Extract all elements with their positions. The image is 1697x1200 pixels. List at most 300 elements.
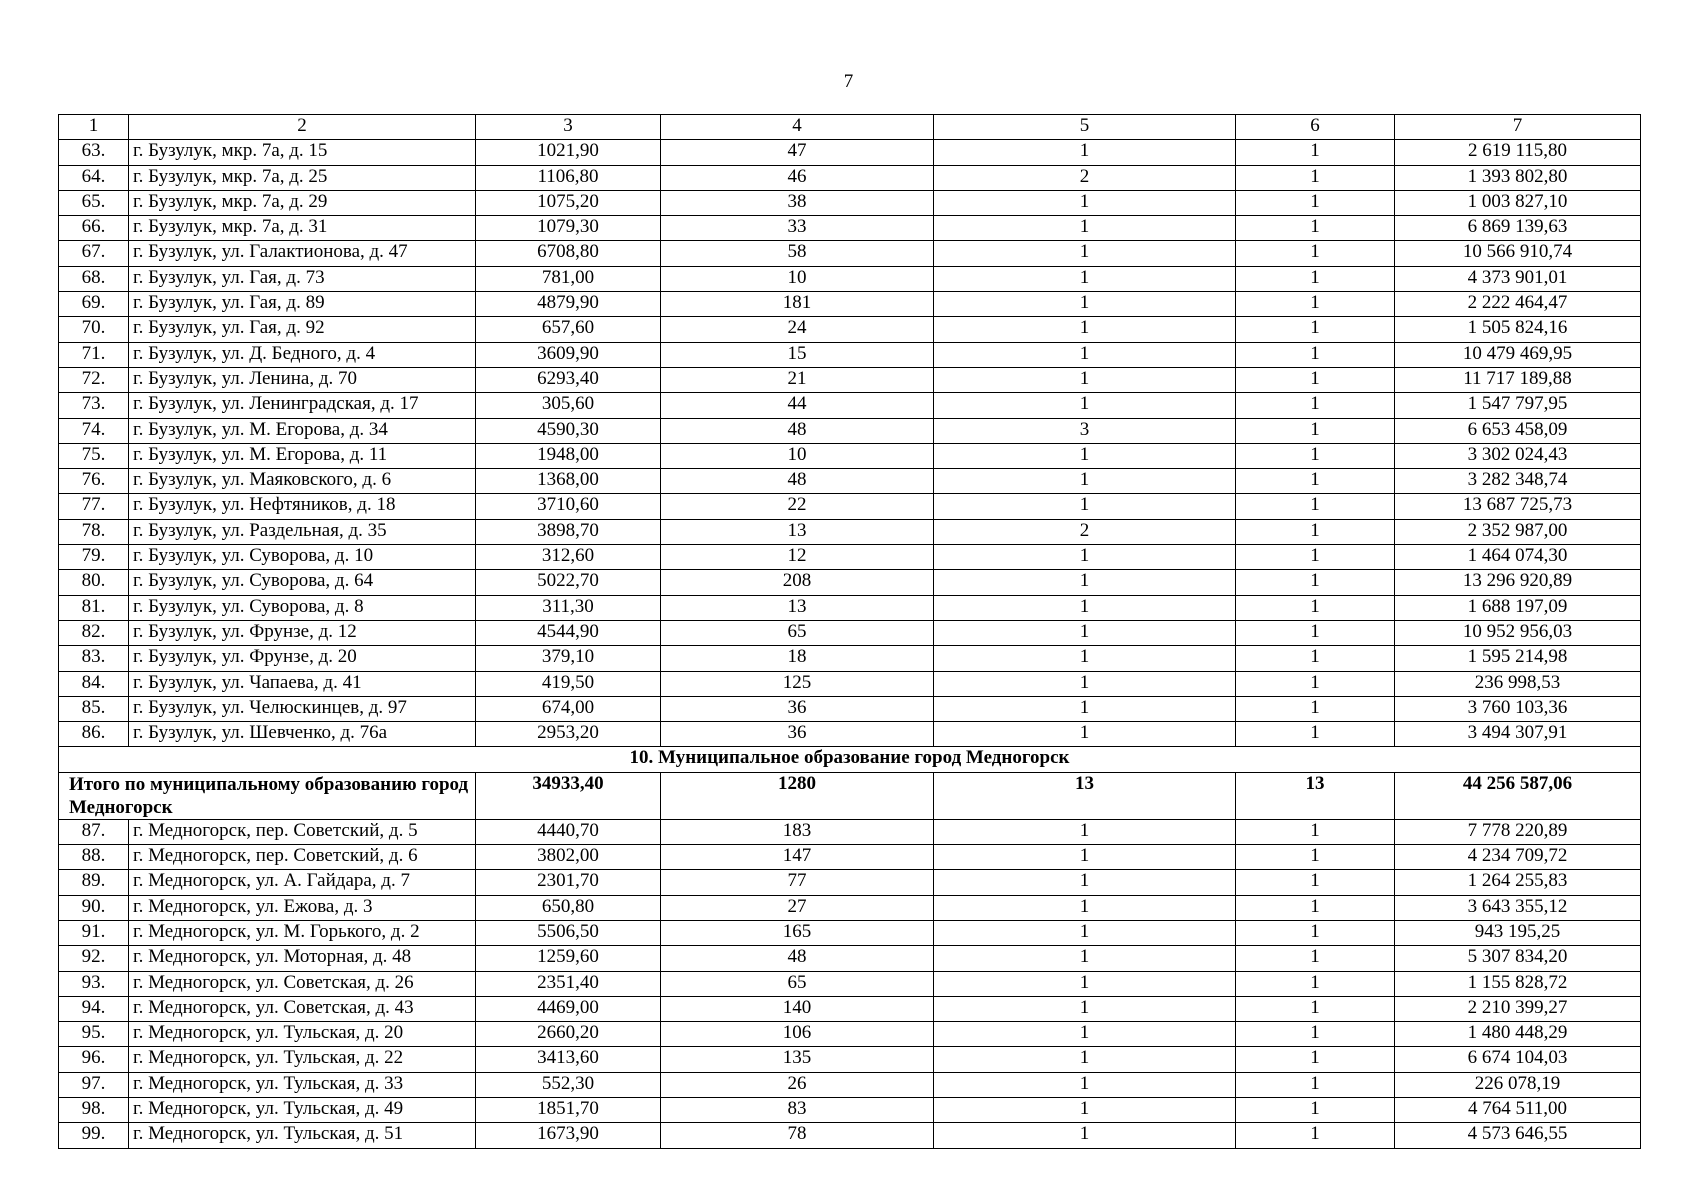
address: г. Медногорск, ул. Ежова, д. 3 xyxy=(129,895,476,920)
row-number: 88. xyxy=(59,845,129,870)
total-row xyxy=(59,772,1641,819)
row-number: 75. xyxy=(59,443,129,468)
sum-value: 4 373 901,01 xyxy=(1395,266,1641,291)
sum-value: 2 352 987,00 xyxy=(1395,519,1641,544)
row-number: 69. xyxy=(59,292,129,317)
col4-value: 38 xyxy=(661,190,934,215)
col4-value: 36 xyxy=(661,696,934,721)
col6-value: 1 xyxy=(1236,418,1395,443)
table-row xyxy=(59,292,1641,317)
sum-value: 1 480 448,29 xyxy=(1395,1022,1641,1047)
col4-value: 13 xyxy=(661,595,934,620)
sum-value: 2 619 115,80 xyxy=(1395,140,1641,165)
col5-value: 1 xyxy=(934,1097,1236,1122)
address: г. Бузулук, ул. М. Егорова, д. 11 xyxy=(129,443,476,468)
area-value: 4590,30 xyxy=(476,418,661,443)
address: г. Бузулук, ул. Раздельная, д. 35 xyxy=(129,519,476,544)
col6-value: 1 xyxy=(1236,696,1395,721)
row-number: 79. xyxy=(59,545,129,570)
table-row xyxy=(59,570,1641,595)
sum-value: 4 234 709,72 xyxy=(1395,845,1641,870)
col6-value: 1 xyxy=(1236,140,1395,165)
table-row xyxy=(59,1097,1641,1122)
col6-value: 1 xyxy=(1236,292,1395,317)
col5-value: 1 xyxy=(934,190,1236,215)
area-value: 5506,50 xyxy=(476,920,661,945)
address: г. Бузулук, ул. Ленина, д. 70 xyxy=(129,367,476,392)
sum-value: 1 688 197,09 xyxy=(1395,595,1641,620)
table-row xyxy=(59,845,1641,870)
address: г. Бузулук, мкр. 7а, д. 25 xyxy=(129,165,476,190)
row-number: 85. xyxy=(59,696,129,721)
row-number: 66. xyxy=(59,216,129,241)
col4-value: 12 xyxy=(661,545,934,570)
col5-value: 1 xyxy=(934,920,1236,945)
table-row xyxy=(59,895,1641,920)
area-value: 1079,30 xyxy=(476,216,661,241)
col5-value: 1 xyxy=(934,870,1236,895)
address: г. Медногорск, пер. Советский, д. 5 xyxy=(129,819,476,844)
col6-value: 1 xyxy=(1236,494,1395,519)
col5-value: 1 xyxy=(934,570,1236,595)
table-row xyxy=(59,996,1641,1021)
col6-value: 1 xyxy=(1236,443,1395,468)
col6-value: 1 xyxy=(1236,367,1395,392)
table-row xyxy=(59,620,1641,645)
sum-value: 13 296 920,89 xyxy=(1395,570,1641,595)
table-row xyxy=(59,443,1641,468)
col5-value: 1 xyxy=(934,819,1236,844)
col4-value: 48 xyxy=(661,418,934,443)
row-number: 72. xyxy=(59,367,129,392)
address: г. Медногорск, ул. Тульская, д. 20 xyxy=(129,1022,476,1047)
sum-value: 2 222 464,47 xyxy=(1395,292,1641,317)
sum-value: 3 302 024,43 xyxy=(1395,443,1641,468)
table-row xyxy=(59,241,1641,266)
area-value: 3802,00 xyxy=(476,845,661,870)
col4-value: 125 xyxy=(661,671,934,696)
col6-value: 1 xyxy=(1236,393,1395,418)
col5-value: 1 xyxy=(934,317,1236,342)
col5-value: 1 xyxy=(934,393,1236,418)
table-row xyxy=(59,519,1641,544)
table-row xyxy=(59,216,1641,241)
row-number: 99. xyxy=(59,1123,129,1148)
sum-value: 10 479 469,95 xyxy=(1395,342,1641,367)
col5-value: 1 xyxy=(934,1022,1236,1047)
row-number: 63. xyxy=(59,140,129,165)
table-row xyxy=(59,1072,1641,1097)
total-area: 34933,40 xyxy=(476,772,661,819)
area-value: 552,30 xyxy=(476,1072,661,1097)
col6-value: 1 xyxy=(1236,266,1395,291)
row-number: 74. xyxy=(59,418,129,443)
col4-value: 83 xyxy=(661,1097,934,1122)
area-value: 2953,20 xyxy=(476,722,661,747)
area-value: 1106,80 xyxy=(476,165,661,190)
address: г. Медногорск, ул. Тульская, д. 22 xyxy=(129,1047,476,1072)
col5-value: 2 xyxy=(934,519,1236,544)
col5-value: 1 xyxy=(934,292,1236,317)
area-value: 657,60 xyxy=(476,317,661,342)
address: г. Бузулук, ул. Фрунзе, д. 20 xyxy=(129,646,476,671)
col5-value: 1 xyxy=(934,1123,1236,1148)
sum-value: 236 998,53 xyxy=(1395,671,1641,696)
row-number: 80. xyxy=(59,570,129,595)
col5-value: 1 xyxy=(934,1047,1236,1072)
area-value: 3898,70 xyxy=(476,519,661,544)
col4-value: 46 xyxy=(661,165,934,190)
column-number: 1 xyxy=(59,115,129,140)
area-value: 3710,60 xyxy=(476,494,661,519)
col6-value: 1 xyxy=(1236,620,1395,645)
col4-value: 165 xyxy=(661,920,934,945)
address: г. Медногорск, ул. Моторная, д. 48 xyxy=(129,946,476,971)
col4-value: 135 xyxy=(661,1047,934,1072)
sum-value: 11 717 189,88 xyxy=(1395,367,1641,392)
col4-value: 44 xyxy=(661,393,934,418)
row-number: 70. xyxy=(59,317,129,342)
address: г. Медногорск, ул. Тульская, д. 33 xyxy=(129,1072,476,1097)
col5-value: 1 xyxy=(934,216,1236,241)
address: г. Бузулук, ул. Маяковского, д. 6 xyxy=(129,469,476,494)
col6-value: 1 xyxy=(1236,996,1395,1021)
col6-value: 1 xyxy=(1236,646,1395,671)
sum-value: 1 505 824,16 xyxy=(1395,317,1641,342)
col6-value: 1 xyxy=(1236,1072,1395,1097)
address: г. Бузулук, ул. Гая, д. 92 xyxy=(129,317,476,342)
address: г. Медногорск, ул. Тульская, д. 51 xyxy=(129,1123,476,1148)
table-row xyxy=(59,418,1641,443)
col4-value: 15 xyxy=(661,342,934,367)
address: г. Бузулук, ул. Суворова, д. 8 xyxy=(129,595,476,620)
page-number: 7 xyxy=(843,71,854,92)
address: г. Бузулук, ул. Суворова, д. 10 xyxy=(129,545,476,570)
col4-value: 10 xyxy=(661,266,934,291)
col6-value: 1 xyxy=(1236,971,1395,996)
col5-value: 1 xyxy=(934,367,1236,392)
col4-value: 18 xyxy=(661,646,934,671)
table-row xyxy=(59,696,1641,721)
table-row xyxy=(59,646,1641,671)
area-value: 1368,00 xyxy=(476,469,661,494)
col4-value: 13 xyxy=(661,519,934,544)
col5-value: 1 xyxy=(934,946,1236,971)
address: г. Бузулук, ул. Суворова, д. 64 xyxy=(129,570,476,595)
area-value: 4879,90 xyxy=(476,292,661,317)
sum-value: 4 573 646,55 xyxy=(1395,1123,1641,1148)
row-number: 77. xyxy=(59,494,129,519)
total-sum: 44 256 587,06 xyxy=(1395,772,1641,819)
sum-value: 6 674 104,03 xyxy=(1395,1047,1641,1072)
col5-value: 1 xyxy=(934,545,1236,570)
address: г. Медногорск, ул. М. Горького, д. 2 xyxy=(129,920,476,945)
col6-value: 1 xyxy=(1236,870,1395,895)
col6-value: 1 xyxy=(1236,920,1395,945)
table-row xyxy=(59,870,1641,895)
table-row xyxy=(59,317,1641,342)
row-number: 87. xyxy=(59,819,129,844)
area-value: 1948,00 xyxy=(476,443,661,468)
table-row xyxy=(59,469,1641,494)
address: г. Медногорск, ул. А. Гайдара, д. 7 xyxy=(129,870,476,895)
col4-value: 24 xyxy=(661,317,934,342)
area-value: 2301,70 xyxy=(476,870,661,895)
area-value: 1075,20 xyxy=(476,190,661,215)
col4-value: 78 xyxy=(661,1123,934,1148)
address: г. Бузулук, ул. Нефтяников, д. 18 xyxy=(129,494,476,519)
row-number: 64. xyxy=(59,165,129,190)
col5-value: 1 xyxy=(934,140,1236,165)
col6-value: 1 xyxy=(1236,165,1395,190)
col6-value: 1 xyxy=(1236,342,1395,367)
table-row xyxy=(59,342,1641,367)
area-value: 4544,90 xyxy=(476,620,661,645)
sum-value: 3 760 103,36 xyxy=(1395,696,1641,721)
col6-value: 1 xyxy=(1236,216,1395,241)
sum-value: 2 210 399,27 xyxy=(1395,996,1641,1021)
col6-value: 1 xyxy=(1236,545,1395,570)
col5-value: 1 xyxy=(934,646,1236,671)
col4-value: 22 xyxy=(661,494,934,519)
sum-value: 6 869 139,63 xyxy=(1395,216,1641,241)
table-row xyxy=(59,671,1641,696)
total-label: Итого по муниципальному образованию город Медногорск xyxy=(59,772,476,819)
col6-value: 1 xyxy=(1236,469,1395,494)
sum-value: 4 764 511,00 xyxy=(1395,1097,1641,1122)
col5-value: 1 xyxy=(934,971,1236,996)
row-number: 71. xyxy=(59,342,129,367)
row-number: 82. xyxy=(59,620,129,645)
col6-value: 1 xyxy=(1236,519,1395,544)
col5-value: 1 xyxy=(934,671,1236,696)
col6-value: 1 xyxy=(1236,317,1395,342)
sum-value: 10 566 910,74 xyxy=(1395,241,1641,266)
col4-value: 33 xyxy=(661,216,934,241)
row-number: 76. xyxy=(59,469,129,494)
row-number: 73. xyxy=(59,393,129,418)
row-number: 65. xyxy=(59,190,129,215)
col4-value: 58 xyxy=(661,241,934,266)
area-value: 2351,40 xyxy=(476,971,661,996)
col5-value: 1 xyxy=(934,722,1236,747)
area-value: 3413,60 xyxy=(476,1047,661,1072)
col4-value: 47 xyxy=(661,140,934,165)
col4-value: 48 xyxy=(661,469,934,494)
table-row xyxy=(59,595,1641,620)
table-row xyxy=(59,140,1641,165)
sum-value: 3 643 355,12 xyxy=(1395,895,1641,920)
address: г. Бузулук, мкр. 7а, д. 29 xyxy=(129,190,476,215)
col4-value: 26 xyxy=(661,1072,934,1097)
area-value: 312,60 xyxy=(476,545,661,570)
table-row xyxy=(59,1022,1641,1047)
sum-value: 5 307 834,20 xyxy=(1395,946,1641,971)
sum-value: 3 494 307,91 xyxy=(1395,722,1641,747)
table-row xyxy=(59,1123,1641,1148)
table-row xyxy=(59,165,1641,190)
col4-value: 183 xyxy=(661,819,934,844)
row-number: 95. xyxy=(59,1022,129,1047)
table-row xyxy=(59,393,1641,418)
area-value: 3609,90 xyxy=(476,342,661,367)
row-number: 96. xyxy=(59,1047,129,1072)
area-value: 1673,90 xyxy=(476,1123,661,1148)
col4-value: 147 xyxy=(661,845,934,870)
sum-value: 1 464 074,30 xyxy=(1395,545,1641,570)
total-col5: 13 xyxy=(934,772,1236,819)
col5-value: 1 xyxy=(934,1072,1236,1097)
row-number: 86. xyxy=(59,722,129,747)
col5-value: 1 xyxy=(934,342,1236,367)
col6-value: 1 xyxy=(1236,595,1395,620)
column-number: 6 xyxy=(1236,115,1395,140)
col5-value: 1 xyxy=(934,241,1236,266)
table-row xyxy=(59,722,1641,747)
address: г. Бузулук, ул. М. Егорова, д. 34 xyxy=(129,418,476,443)
table-row xyxy=(59,494,1641,519)
address: г. Бузулук, ул. Шевченко, д. 76а xyxy=(129,722,476,747)
sum-value: 13 687 725,73 xyxy=(1395,494,1641,519)
col4-value: 27 xyxy=(661,895,934,920)
address: г. Бузулук, ул. Гая, д. 89 xyxy=(129,292,476,317)
area-value: 379,10 xyxy=(476,646,661,671)
area-value: 4440,70 xyxy=(476,819,661,844)
col4-value: 10 xyxy=(661,443,934,468)
area-value: 1021,90 xyxy=(476,140,661,165)
col6-value: 1 xyxy=(1236,722,1395,747)
col6-value: 1 xyxy=(1236,845,1395,870)
col4-value: 106 xyxy=(661,1022,934,1047)
address: г. Медногорск, ул. Советская, д. 43 xyxy=(129,996,476,1021)
col5-value: 1 xyxy=(934,443,1236,468)
table-row xyxy=(59,819,1641,844)
row-number: 89. xyxy=(59,870,129,895)
column-number: 5 xyxy=(934,115,1236,140)
area-value: 305,60 xyxy=(476,393,661,418)
area-value: 419,50 xyxy=(476,671,661,696)
address: г. Бузулук, ул. Чапаева, д. 41 xyxy=(129,671,476,696)
sum-value: 1 393 802,80 xyxy=(1395,165,1641,190)
table-row xyxy=(59,920,1641,945)
col4-value: 181 xyxy=(661,292,934,317)
col6-value: 1 xyxy=(1236,895,1395,920)
row-number: 94. xyxy=(59,996,129,1021)
table-row xyxy=(59,971,1641,996)
row-number: 98. xyxy=(59,1097,129,1122)
col5-value: 1 xyxy=(934,996,1236,1021)
col4-value: 48 xyxy=(661,946,934,971)
sum-value: 1 155 828,72 xyxy=(1395,971,1641,996)
address: г. Бузулук, мкр. 7а, д. 15 xyxy=(129,140,476,165)
col4-value: 21 xyxy=(661,367,934,392)
col5-value: 1 xyxy=(934,696,1236,721)
col5-value: 1 xyxy=(934,595,1236,620)
col4-value: 77 xyxy=(661,870,934,895)
sum-value: 1 547 797,95 xyxy=(1395,393,1641,418)
sum-value: 1 003 827,10 xyxy=(1395,190,1641,215)
table-row xyxy=(59,1047,1641,1072)
table-row xyxy=(59,545,1641,570)
address: г. Бузулук, ул. Челюскинцев, д. 97 xyxy=(129,696,476,721)
area-value: 2660,20 xyxy=(476,1022,661,1047)
sum-value: 7 778 220,89 xyxy=(1395,819,1641,844)
area-value: 1259,60 xyxy=(476,946,661,971)
sum-value: 10 952 956,03 xyxy=(1395,620,1641,645)
address: г. Бузулук, ул. Ленинградская, д. 17 xyxy=(129,393,476,418)
row-number: 93. xyxy=(59,971,129,996)
col4-value: 208 xyxy=(661,570,934,595)
area-value: 6293,40 xyxy=(476,367,661,392)
row-number: 81. xyxy=(59,595,129,620)
col6-value: 1 xyxy=(1236,241,1395,266)
address: г. Бузулук, ул. Галактионова, д. 47 xyxy=(129,241,476,266)
row-number: 92. xyxy=(59,946,129,971)
col6-value: 1 xyxy=(1236,570,1395,595)
sum-value: 226 078,19 xyxy=(1395,1072,1641,1097)
row-number: 78. xyxy=(59,519,129,544)
col5-value: 1 xyxy=(934,620,1236,645)
col6-value: 1 xyxy=(1236,946,1395,971)
column-number: 2 xyxy=(129,115,476,140)
total-col6: 13 xyxy=(1236,772,1395,819)
section-title: 10. Муниципальное образование город Медногорск xyxy=(59,747,1641,772)
area-value: 4469,00 xyxy=(476,996,661,1021)
col6-value: 1 xyxy=(1236,1047,1395,1072)
col5-value: 1 xyxy=(934,895,1236,920)
address: г. Медногорск, пер. Советский, д. 6 xyxy=(129,845,476,870)
col4-value: 140 xyxy=(661,996,934,1021)
section-heading-row xyxy=(59,747,1641,772)
col6-value: 1 xyxy=(1236,190,1395,215)
col5-value: 1 xyxy=(934,845,1236,870)
area-value: 5022,70 xyxy=(476,570,661,595)
row-number: 67. xyxy=(59,241,129,266)
col5-value: 1 xyxy=(934,266,1236,291)
sum-value: 1 595 214,98 xyxy=(1395,646,1641,671)
row-number: 97. xyxy=(59,1072,129,1097)
col6-value: 1 xyxy=(1236,819,1395,844)
area-value: 650,80 xyxy=(476,895,661,920)
col5-value: 2 xyxy=(934,165,1236,190)
area-value: 6708,80 xyxy=(476,241,661,266)
address: г. Бузулук, мкр. 7а, д. 31 xyxy=(129,216,476,241)
row-number: 83. xyxy=(59,646,129,671)
col5-value: 1 xyxy=(934,494,1236,519)
col5-value: 3 xyxy=(934,418,1236,443)
area-value: 311,30 xyxy=(476,595,661,620)
col6-value: 1 xyxy=(1236,1123,1395,1148)
col5-value: 1 xyxy=(934,469,1236,494)
total-col4: 1280 xyxy=(661,772,934,819)
sum-value: 6 653 458,09 xyxy=(1395,418,1641,443)
column-number: 3 xyxy=(476,115,661,140)
row-number: 68. xyxy=(59,266,129,291)
col4-value: 36 xyxy=(661,722,934,747)
col4-value: 65 xyxy=(661,620,934,645)
sum-value: 3 282 348,74 xyxy=(1395,469,1641,494)
column-number: 4 xyxy=(661,115,934,140)
col6-value: 1 xyxy=(1236,1022,1395,1047)
area-value: 674,00 xyxy=(476,696,661,721)
sum-value: 1 264 255,83 xyxy=(1395,870,1641,895)
address: г. Бузулук, ул. Фрунзе, д. 12 xyxy=(129,620,476,645)
col6-value: 1 xyxy=(1236,1097,1395,1122)
row-number: 91. xyxy=(59,920,129,945)
address: г. Бузулук, ул. Гая, д. 73 xyxy=(129,266,476,291)
row-number: 90. xyxy=(59,895,129,920)
col6-value: 1 xyxy=(1236,671,1395,696)
